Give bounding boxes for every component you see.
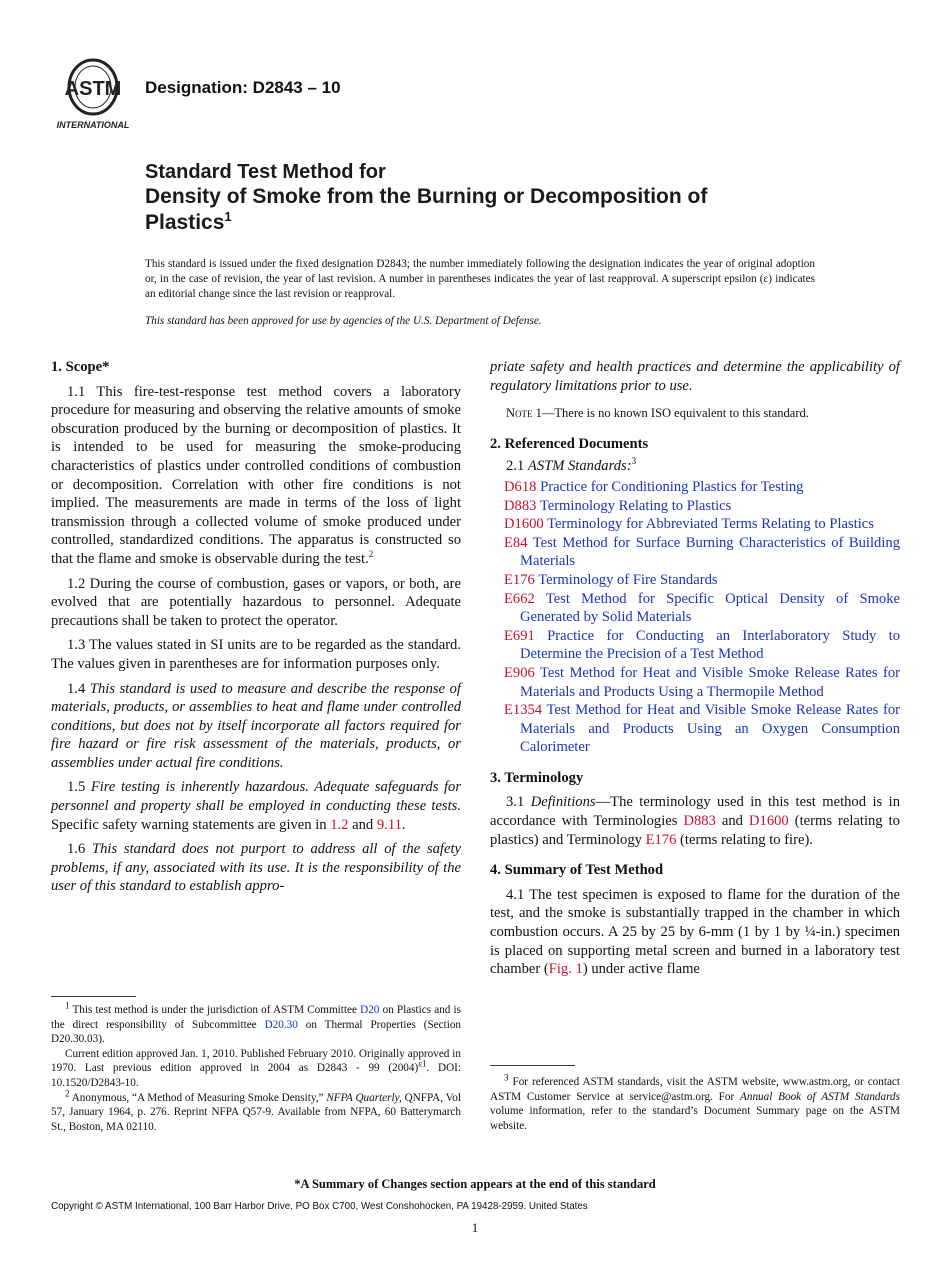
ref-title-link[interactable]: Test Method for Specific Optical Density of Smoke Generated by Solid Materials xyxy=(520,590,900,626)
document-title xyxy=(145,160,865,236)
footnote-3: $^3$ For referenced ASTM standards, visit the ASTM website, www.astm.org, or contact ASTM Customer Service at service@astm.org. For Annual Book of ASTM Standards volume information, refer to the standard’s Document Summary page on the ASTM website. xyxy=(490,1072,900,1132)
right-column xyxy=(490,358,900,979)
copyright: Copyright © ASTM International, 100 Barr Harbor Drive, PO Box C700, West Conshohocken, PA 19428-2959. United States xyxy=(51,1201,588,1212)
ref-code-link[interactable]: E691 xyxy=(504,627,535,644)
summary-heading: 4. Summary of Test Method xyxy=(490,862,664,879)
issuance-text: This standard is issued under the fixed designation D2843; the number immediately following the designation indicates the year of original adoption or, in the case of revision, the year of last revision. A number in parentheses indicates the year of last reapproval. A superscript epsilon (ε) indicates an editorial change since the last revision or reapproval. xyxy=(145,258,815,300)
ref-code-link[interactable]: E1354 xyxy=(504,702,543,719)
ref-title-link[interactable]: Terminology Relating to Plastics xyxy=(539,497,732,514)
footnote-2: $^2$ Anonymous, “A Method of Measuring Smoke Density,” NFPA Quarterly, QNFPA, Vol 57, January 1964, p. 276. Reprint NFPA Q57-9. Available from NFPA, 60 Batterymarch St., Boston, MA 02110. xyxy=(51,1087,462,1133)
summary-of-changes-note: *A Summary of Changes section appears at the end of this standard xyxy=(294,1177,656,1191)
para-1-2: 1.2 During the course of combustion, gases or vapors, or both, are evolved that are potentially hazardous to personnel. Adequate precautions shall be taken to protect the operator. xyxy=(51,575,461,629)
para-4-1: 4.1 The test specimen is exposed to flame for the duration of the test, and the smoke is substantially trapped in the chamber in which combustion occurs. A 25 by 25 by 6-mm (1 by 1 by ¼-in.) specimen is placed on supporting metal screen and burned in a laboratory test chamber (Fig. 1) under active flame xyxy=(490,886,900,978)
ref-code-link[interactable]: D1600 xyxy=(504,516,544,533)
link-9-11[interactable]: 9.11 xyxy=(376,816,402,833)
ref-code-link[interactable]: E176 xyxy=(504,571,535,588)
page-number: 1 xyxy=(471,1220,479,1235)
para-1-6-continued: priate safety and health practices and determine the applicability of regulatory limitations prior to use. xyxy=(490,359,900,394)
reference-item xyxy=(490,497,900,516)
link-d20[interactable]: D20 xyxy=(360,1004,380,1016)
logo-subtext: INTERNATIONAL xyxy=(56,120,130,130)
astm-logo xyxy=(52,57,134,133)
footnote-1-edition: Current edition approved Jan. 1, 2010. Published February 2010. Originally approved in 1970. Last previous edition approved in 2004 as D2843 - 99 $(2004)^{\varepsilon 1}$. DOI: 10.1520/D2843-10. xyxy=(51,1047,461,1089)
footnote-rule-right xyxy=(490,1065,575,1066)
footnote-1: $^1$ This test method is under the jurisdiction of ASTM Committee D20 on Plastics and is the direct responsibility of Subcommittee D20.30 on Thermal Properties (Section D20.30.03). xyxy=(51,1000,462,1046)
para-1-4: 1.4 This standard is used to measure and describe the response of materials, products, or assemblies to heat and flame under controlled conditions, but does not by itself incorporate all factors required for fire hazard or fire risk assessment of the materials, products, or assemblies under actual fire conditions. xyxy=(51,680,461,771)
note-1: Note 1—There is no known ISO equivalent to this standard. xyxy=(506,406,809,421)
title-line-3: Plastics$^1$ xyxy=(145,209,232,234)
title-line-1: Standard Test Method for xyxy=(145,161,386,183)
ref-code-link[interactable]: E906 xyxy=(504,664,535,681)
footnote-rule-left xyxy=(51,996,136,997)
ref-title-link[interactable]: Test Method for Heat and Visible Smoke Release Rates for Materials and Products Using an Oxygen Consumption Calorimeter xyxy=(520,702,900,756)
ref-code-link[interactable]: D883 xyxy=(504,497,537,514)
ref-title-link[interactable]: Test Method for Surface Burning Characteristics of Building Materials xyxy=(520,534,900,570)
para-1-3: 1.3 The values stated in SI units are to be regarded as the standard. The values given in parentheses are for information purposes only. xyxy=(51,637,461,672)
link-1-2[interactable]: 1.2 xyxy=(330,816,349,833)
ref-title-link[interactable]: Practice for Conditioning Plastics for Testing xyxy=(540,478,804,495)
para-1-6: 1.6 This standard does not purport to address all of the safety problems, if any, associated with its use. It is the responsibility of the user of this standard to establish appro- xyxy=(51,841,461,895)
footnotes-left xyxy=(51,1000,462,1134)
scope-heading: 1. Scope* xyxy=(51,359,110,375)
reference-item xyxy=(490,571,900,590)
title-footnote-mark: 1 xyxy=(224,209,232,224)
referenced-documents-heading: 2. Referenced Documents xyxy=(490,435,649,452)
link-d883[interactable]: D883 xyxy=(683,813,716,830)
link-d20-30[interactable]: D20.30 xyxy=(264,1018,298,1031)
issuance-statement xyxy=(145,257,815,329)
logo-letters: ASTM xyxy=(64,78,122,100)
astm-standards-subheading: 2.1 ASTM Standards:$^3$ xyxy=(506,456,637,475)
reference-item xyxy=(490,664,900,701)
reference-list xyxy=(490,478,900,757)
reference-item xyxy=(490,627,900,664)
para-3-1: 3.1 Definitions—The terminology used in this test method is in accordance with Terminologies D883 and D1600 (terms relating to plastics) and Terminology E176 (terms relating to fire). xyxy=(490,794,900,848)
ref-title-link[interactable]: Terminology of Fire Standards xyxy=(538,571,718,588)
reference-item xyxy=(490,590,900,627)
reference-item xyxy=(490,478,900,497)
footnotes-right xyxy=(490,1072,900,1133)
ref-title-link[interactable]: Terminology for Abbreviated Terms Relating to Plastics xyxy=(547,516,874,533)
ref-code-link[interactable]: E84 xyxy=(504,534,528,551)
para-1-5: 1.5 Fire testing is inherently hazardous. Adequate safeguards for personnel and property shall be employed in conducting these tests. Specific safety warning statements are given in 1.2 and 9.11. xyxy=(51,779,461,833)
ref-code-link[interactable]: E662 xyxy=(504,590,535,607)
dod-approval: This standard has been approved for use by agencies of the U.S. Department of Defense. xyxy=(145,315,542,327)
ref-title-link[interactable]: Test Method for Heat and Visible Smoke Release Rates for Materials and Products Using a Thermopile Method xyxy=(520,664,900,700)
terminology-heading: 3. Terminology xyxy=(490,769,584,786)
link-fig-1[interactable]: Fig. 1 xyxy=(548,961,583,978)
reference-item xyxy=(490,534,900,571)
link-d1600[interactable]: D1600 xyxy=(748,813,789,830)
ref-title-link[interactable]: Practice for Conducting an Interlaboratory Study to Determine the Precision of a Test Method xyxy=(520,627,900,663)
ref-code-link[interactable]: D618 xyxy=(504,478,537,495)
para-1-1: 1.1 This fire-test-response test method covers a laboratory procedure for measuring and observing the relative amounts of smoke obscuration produced by the burning or decomposition of plastics. It is intended to be used for measuring the smoke-producing characteristics of plastics under controlled conditions of combustion or decomposition. Correlation with other fire conditions is not implied. The measurements are made in terms of the loss of light transmission through a collected volume of smoke produced under controlled, standardized conditions. The apparatus is constructed so that the flame and smoke is observable during the test.$^2$ xyxy=(51,383,461,567)
title-line-2: Density of Smoke from the Burning or Decomposition of xyxy=(145,185,708,208)
reference-item xyxy=(490,515,900,534)
link-e176[interactable]: E176 xyxy=(645,831,677,848)
designation: Designation: D2843 – 10 xyxy=(145,78,341,97)
left-column xyxy=(51,358,461,896)
reference-item xyxy=(490,701,900,757)
